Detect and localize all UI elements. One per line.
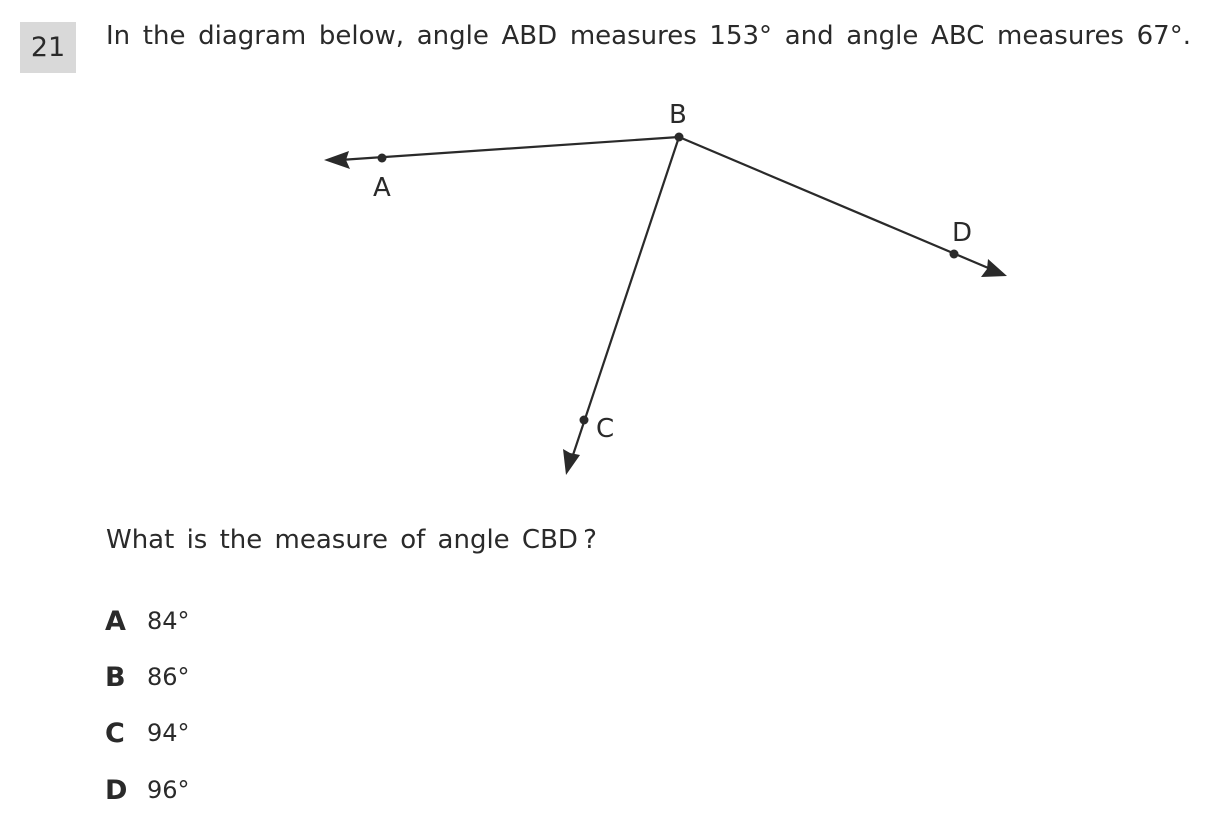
point-c <box>580 416 589 425</box>
question-number: 21 <box>30 32 66 63</box>
question-number-badge <box>20 22 76 73</box>
label-d: D <box>952 218 973 248</box>
arrowhead-a <box>324 151 350 169</box>
choice-value: 86° <box>147 663 190 691</box>
choice-c[interactable] <box>105 716 190 750</box>
choice-d[interactable] <box>105 773 190 807</box>
choice-a[interactable] <box>105 604 190 638</box>
choice-letter: D <box>105 774 128 806</box>
choice-value: 84° <box>147 607 190 635</box>
point-d <box>950 250 959 259</box>
label-b: B <box>669 100 687 130</box>
question-stem: In the diagram below, angle ABD measures 153° and angle ABC measures 67°. <box>106 21 1191 51</box>
choice-value: 94° <box>147 719 190 747</box>
ray-bc <box>572 137 679 458</box>
arrowhead-c <box>563 449 580 475</box>
label-c: C <box>596 414 615 444</box>
choice-letter: B <box>105 661 126 693</box>
choice-letter: A <box>105 605 126 637</box>
question-prompt: What is the measure of angle CBD ? <box>106 525 597 555</box>
choice-b[interactable] <box>105 660 190 694</box>
ray-bd <box>679 137 993 270</box>
ray-ba <box>340 137 679 160</box>
choice-value: 96° <box>147 776 190 804</box>
arrowhead-d <box>981 259 1007 277</box>
label-a: A <box>373 173 391 203</box>
point-b <box>675 133 684 142</box>
point-a <box>378 154 387 163</box>
choice-letter: C <box>105 717 125 749</box>
